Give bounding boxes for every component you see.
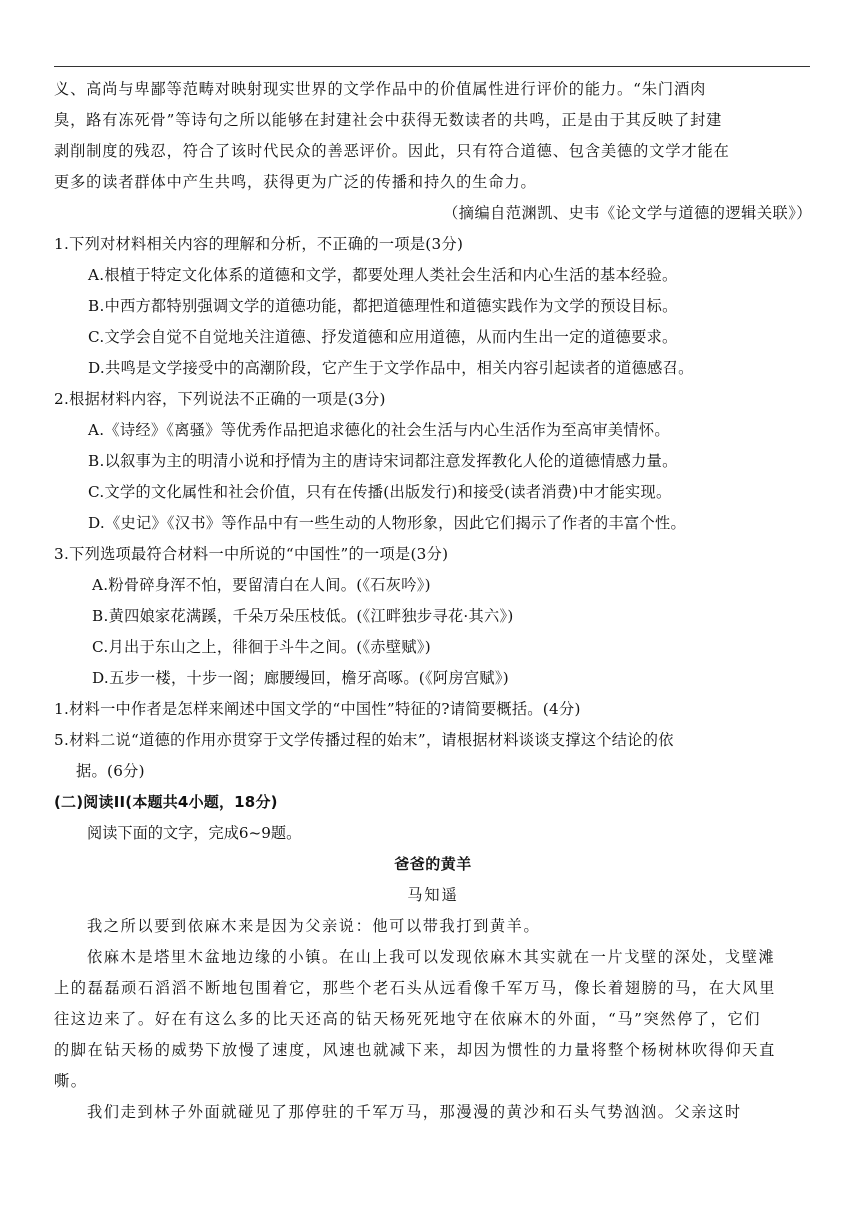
question-5-line-1: 5.材料二说“道德的作用亦贯穿于文学传播过程的始末”，请根据材料谈谈支撑这个结论的依: [54, 731, 674, 749]
story-paragraph: 我之所以要到依麻木来是因为父亲说：他可以带我打到黄羊。: [87, 917, 541, 935]
question-2-option-d: D.《史记》《汉书》等作品中有一些生动的人物形象，因此它们揭示了作者的丰富个性。: [88, 514, 686, 532]
question-2-stem: 2.根据材料内容，下列说法不正确的一项是(3分): [54, 390, 386, 408]
question-1-option-d: D.共鸣是文学接受中的高潮阶段，它产生于文学作品中，相关内容引起读者的道德感召。: [88, 359, 694, 377]
question-1-option-c: C.文学会自觉不自觉地关注道德、抒发道德和应用道德，从而内生出一定的道德要求。: [88, 328, 678, 346]
story-paragraph: 我们走到林子外面就碰见了那停驻的千军万马，那漫漫的黄沙和石头气势汹汹。父亲这时: [87, 1103, 742, 1121]
passage-line: 剥削制度的残忍，符合了该时代民众的善恶评价。因此，只有符合道德、包含美德的文学才能在: [54, 142, 730, 160]
question-2-option-a: A.《诗经》《离骚》等优秀作品把追求德化的社会生活与内心生活作为至高审美情怀。: [88, 421, 670, 439]
passage-source: （摘编自范渊凯、史韦《论文学与道德的逻辑关联》）: [443, 204, 812, 222]
question-1-stem: 1.下列对材料相关内容的理解和分析，不正确的一项是(3分): [54, 235, 464, 253]
question-1-option-a: A.根植于特定文化体系的道德和文学，都要处理人类社会生活和内心生活的基本经验。: [88, 266, 678, 284]
question-3-option-c: C.月出于东山之上，徘徊于斗牛之间。(《赤壁赋》): [92, 638, 431, 656]
question-3-stem: 3.下列选项最符合材料一中所说的“中国性”的一项是(3分): [54, 545, 449, 563]
question-5-line-2: 据。(6分): [76, 762, 145, 780]
question-1-option-b: B.中西方都特别强调文学的道德功能，都把道德理性和道德实践作为文学的预设目标。: [88, 297, 678, 315]
top-rule: [54, 66, 810, 67]
question-3-option-a: A.粉骨碎身浑不怕，要留清白在人间。(《石灰吟》): [92, 576, 431, 594]
story-paragraph: 嘶。: [54, 1072, 88, 1090]
story-paragraph: 上的磊磊顽石滔滔不断地包围着它，那些个老石头从远看像千军万马，像长着翅膀的马，在大风里: [54, 979, 776, 997]
question-2-option-c: C.文学的文化属性和社会价值，只有在传播(出版发行)和接受(读者消费)中才能实现。: [88, 483, 672, 501]
question-2-option-b: B.以叙事为主的明清小说和抒情为主的唐诗宋词都注意发挥教化人伦的道德情感力量。: [88, 452, 678, 470]
exam-page: [54, 74, 812, 1128]
passage-line: 义、高尚与卑鄙等范畴对映射现实世界的文学作品中的价值属性进行评价的能力。“朱门酒肉: [54, 80, 707, 98]
passage-line: 臭，路有冻死骨”等诗句之所以能够在封建社会中获得无数读者的共鸣，正是由于其反映了封建: [54, 111, 723, 129]
story-paragraph: 依麻木是塔里木盆地边缘的小镇。在山上我可以发现依麻木其实就在一片戈壁的深处，戈壁滩: [87, 948, 776, 966]
reading-instruction: 阅读下面的文字，完成6~9题。: [87, 824, 302, 842]
question-3-option-d: D.五步一楼，十步一阁；廊腰缦回，檐牙高啄。(《阿房宫赋》): [92, 669, 509, 687]
story-title: 爸爸的黄羊: [394, 855, 472, 873]
question-4: 1.材料一中作者是怎样来阐述中国文学的“中国性”特征的?请简要概括。(4分): [54, 700, 581, 718]
story-paragraph: 往这边来了。好在有这么多的比天还高的钻天杨死死地守在依麻木的外面，“马”突然停了，它们: [54, 1010, 762, 1028]
section-heading: (二)阅读II(本题共4小题，18分): [54, 793, 278, 811]
story-author: 马知遥: [407, 886, 459, 904]
story-paragraph: 的脚在钻天杨的威势下放慢了速度，风速也就减下来，却因为惯性的力量将整个杨树林吹得仰天直: [54, 1041, 776, 1059]
passage-line: 更多的读者群体中产生共鸣，获得更为广泛的传播和持久的生命力。: [54, 173, 537, 191]
question-3-option-b: B.黄四娘家花满蹊，千朵万朵压枝低。(《江畔独步寻花·其六》): [92, 607, 514, 625]
